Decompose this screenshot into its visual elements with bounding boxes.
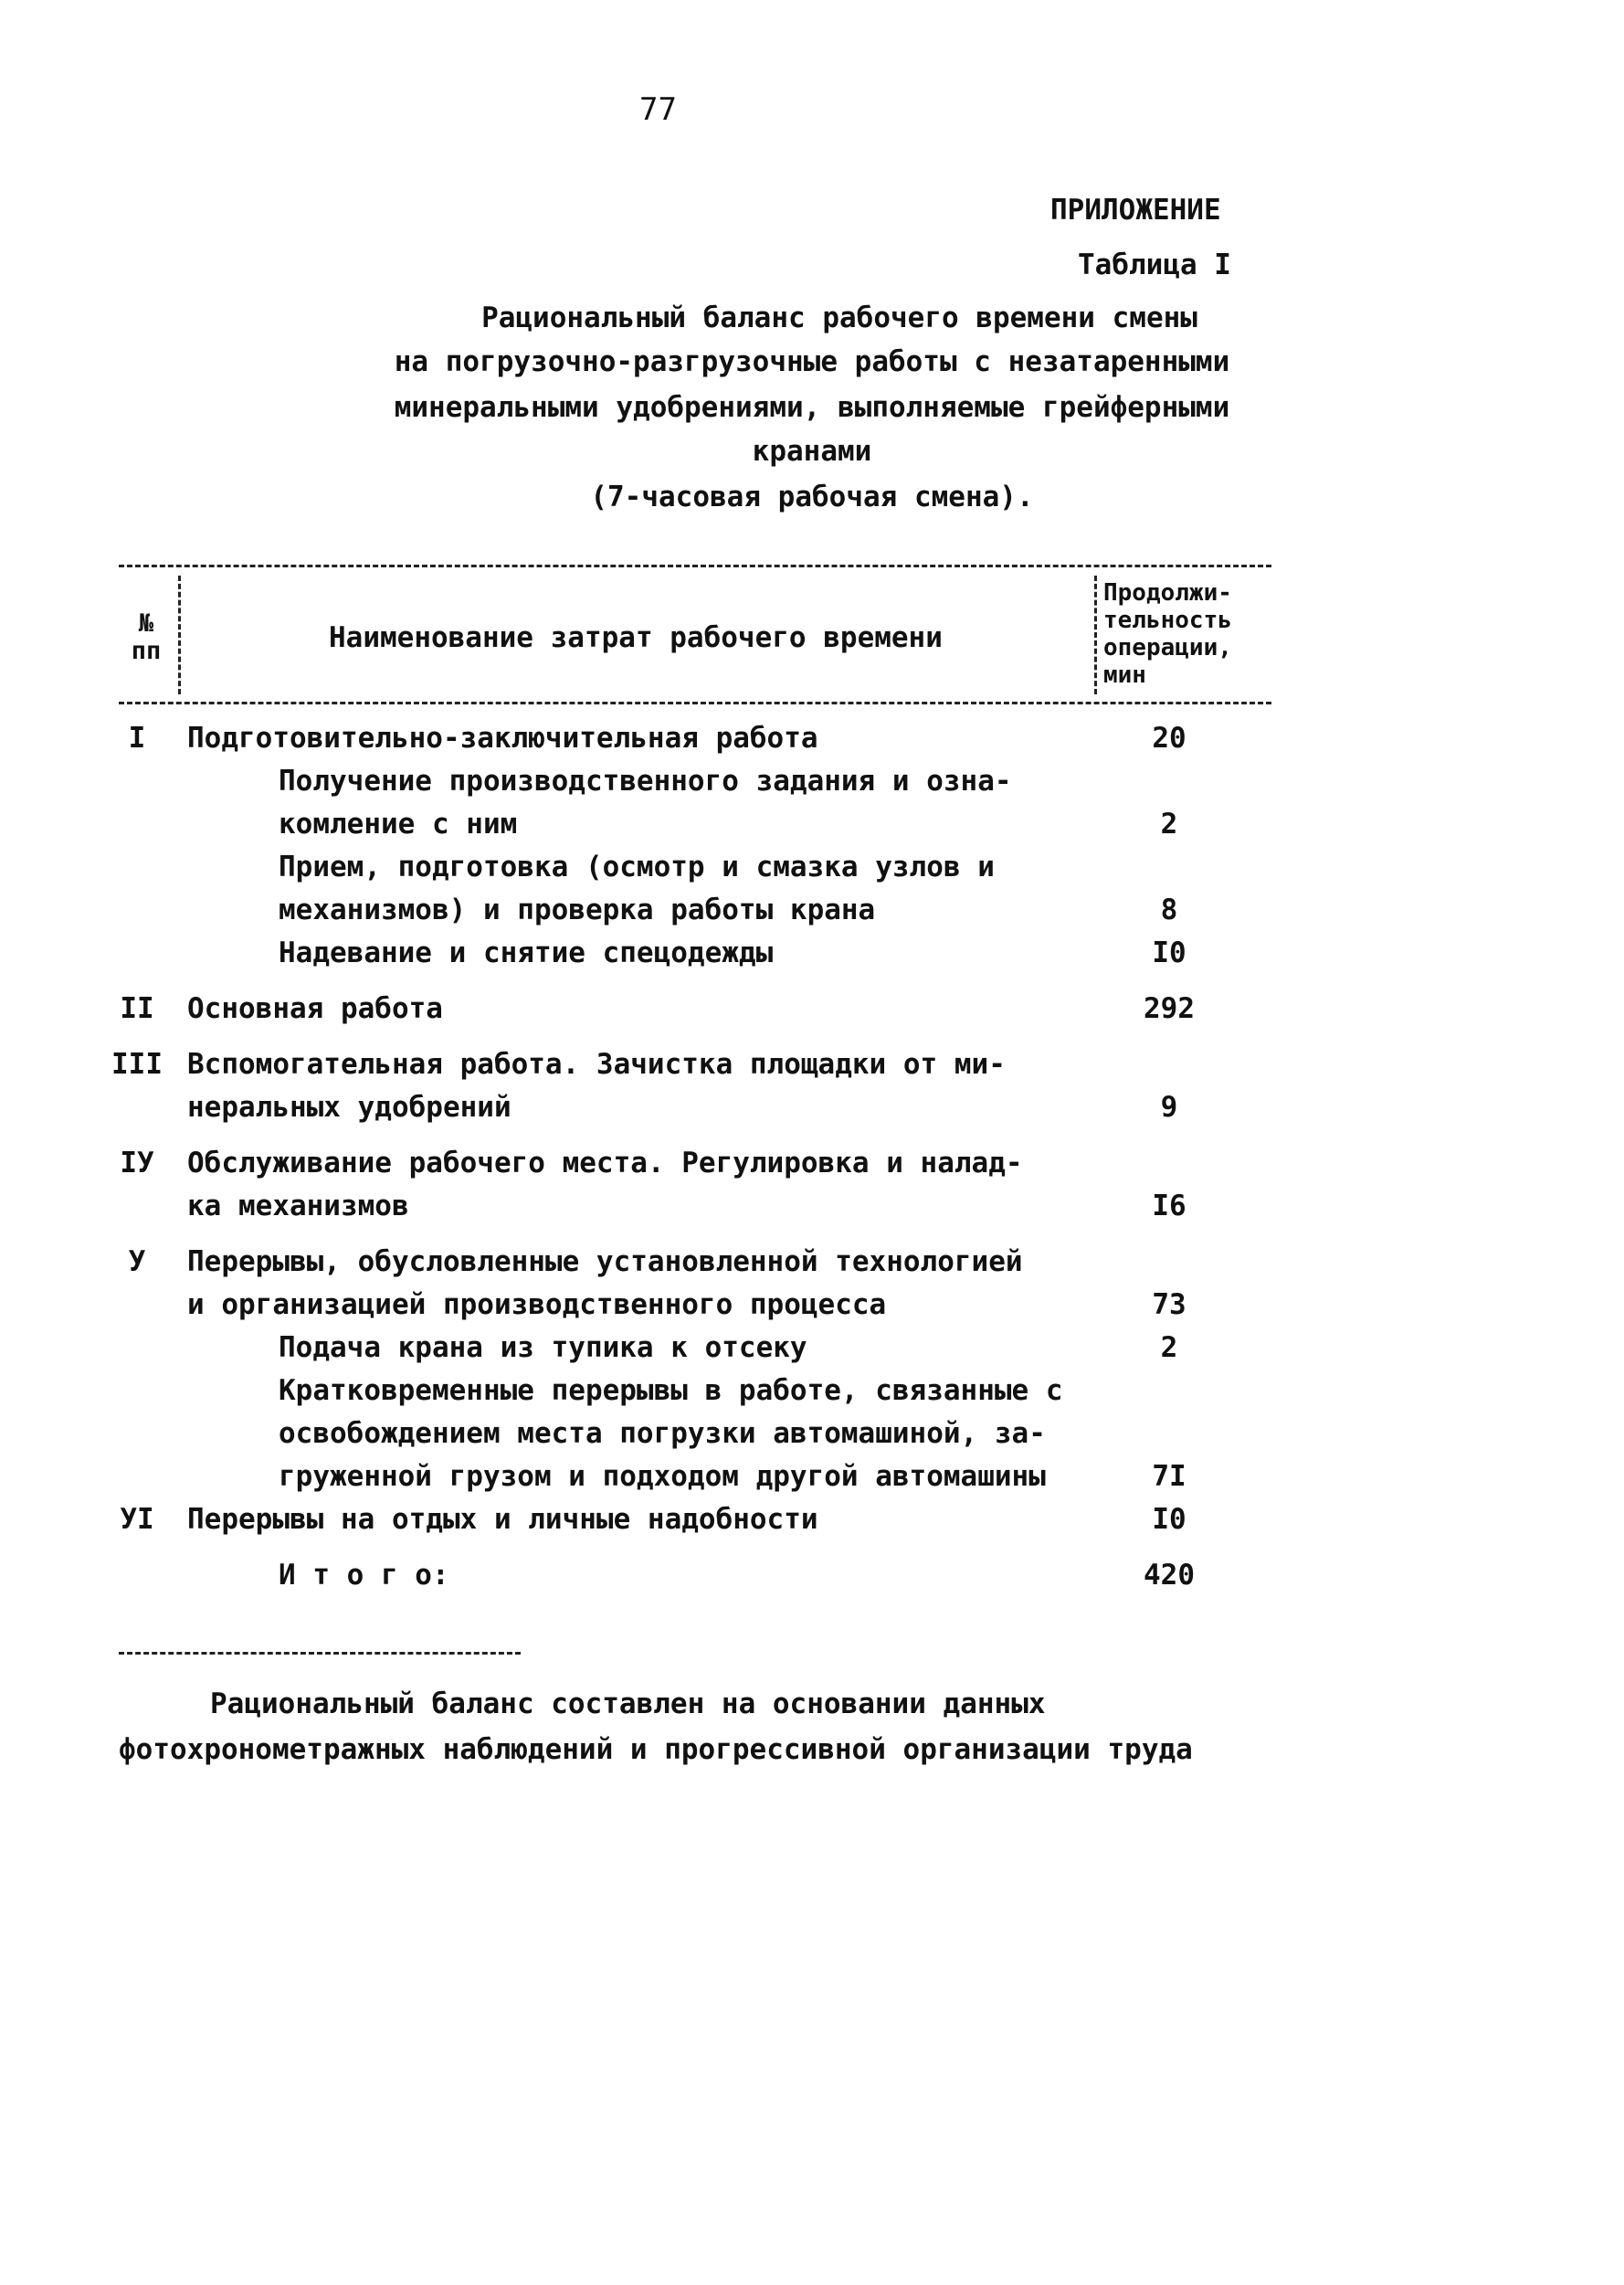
row-number: I <box>128 722 146 755</box>
row-gap <box>0 1232 1624 1245</box>
row-text: Получение производственного задания и озна- <box>279 765 1012 798</box>
row-duration-value: 292 <box>1144 992 1195 1025</box>
row-gap <box>0 979 1624 992</box>
header-name-column: Наименование затрат рабочего времени <box>329 621 943 654</box>
row-number: II <box>120 992 154 1025</box>
row-text: комление с ним <box>279 808 518 841</box>
table-row <box>0 765 1624 808</box>
footnote-text: Рациональный баланс составлен на основании данных фотохронометражных наблюдений и прогрессивной организации труда <box>119 1687 1193 1766</box>
table-body <box>0 722 1624 1602</box>
row-number: УI <box>120 1503 154 1536</box>
table-row <box>0 1288 1624 1331</box>
header-number-column: № пп <box>131 609 162 665</box>
row-text: Прием, подготовка (осмотр и смазка узлов и <box>279 851 995 883</box>
row-duration-value: I0 <box>1152 936 1186 969</box>
table-row <box>0 1503 1624 1546</box>
header-separator-1 <box>178 576 181 694</box>
table-row <box>0 808 1624 851</box>
row-text: механизмов) и проверка работы крана <box>279 894 876 926</box>
table-header-rule <box>119 702 1271 704</box>
row-text: груженной грузом и подходом другой автомашины <box>279 1460 1046 1493</box>
row-text: Перерывы на отдых и личные надобности <box>187 1503 818 1536</box>
row-text: И т о г о: <box>279 1559 449 1592</box>
header-separator-2 <box>1094 576 1097 694</box>
row-number: У <box>128 1245 146 1278</box>
row-text: и организацией производственного процесса <box>187 1288 887 1321</box>
table-title-line-4: кранами <box>752 435 872 468</box>
row-text: Перерывы, обусловленные установленной технологией <box>187 1245 1023 1278</box>
table-title-line-5: (7-часовая рабочая смена). <box>590 481 1034 513</box>
page-number: 77 <box>639 91 677 128</box>
row-duration-value: 420 <box>1144 1559 1195 1592</box>
row-duration-value: I0 <box>1152 1503 1186 1536</box>
row-text: Обслуживание рабочего места. Регулировка и налад- <box>187 1147 1023 1180</box>
row-duration-value: 73 <box>1152 1288 1186 1321</box>
row-text: освобождением места погрузки автомашиной, за- <box>279 1417 1046 1450</box>
row-duration-value: 2 <box>1160 1331 1178 1364</box>
table-row <box>0 1190 1624 1232</box>
row-text: Кратковременные перерывы в работе, связанные с <box>279 1374 1063 1407</box>
table-title-line-3: минеральными удобрениями, выполняемые грейферными <box>394 391 1230 424</box>
table-row <box>0 722 1624 765</box>
table-title-line-2: на погрузочно-разгрузочные работы с незатаренными <box>394 345 1230 378</box>
row-duration-value: 7I <box>1152 1460 1186 1493</box>
table-row <box>0 1331 1624 1374</box>
row-gap <box>0 1035 1624 1048</box>
table-row <box>0 936 1624 979</box>
row-text: Подготовительно-заключительная работа <box>187 722 818 755</box>
row-gap <box>0 1546 1624 1559</box>
row-text: Вспомогательная работа. Зачистка площадки от ми- <box>187 1048 1006 1081</box>
row-text: ка механизмов <box>187 1190 409 1222</box>
table-row <box>0 1147 1624 1190</box>
row-gap <box>0 1134 1624 1147</box>
table-row <box>0 1559 1624 1602</box>
row-text: Основная работа <box>187 992 443 1025</box>
row-text: Надевание и снятие спецодежды <box>279 936 774 969</box>
header-duration-column: Продолжи- тельность операции, мин <box>1103 579 1232 689</box>
row-duration-value: 8 <box>1160 894 1178 926</box>
table-row <box>0 1417 1624 1460</box>
table-top-rule <box>119 565 1271 567</box>
row-number: IУ <box>120 1147 154 1180</box>
table-row <box>0 1048 1624 1091</box>
row-text: Подача крана из тупика к отсеку <box>279 1331 807 1364</box>
table-title-line-1: Рациональный баланс рабочего времени смены <box>481 301 1197 334</box>
table-row <box>0 1091 1624 1134</box>
table-row <box>0 894 1624 936</box>
row-text: неральных удобрений <box>187 1091 511 1124</box>
footnote-rule <box>119 1652 521 1655</box>
appendix-label: ПРИЛОЖЕНИЕ <box>1050 194 1221 227</box>
table-row <box>0 1245 1624 1288</box>
table-label: Таблица I <box>1078 249 1231 281</box>
table-row <box>0 1460 1624 1503</box>
row-duration-value: 2 <box>1160 808 1178 841</box>
table-row <box>0 1374 1624 1417</box>
row-duration-value: 20 <box>1152 722 1186 755</box>
table-row <box>0 992 1624 1035</box>
row-duration-value: 9 <box>1160 1091 1178 1124</box>
table-row <box>0 851 1624 894</box>
row-number: III <box>111 1048 163 1081</box>
row-duration-value: I6 <box>1152 1190 1186 1222</box>
